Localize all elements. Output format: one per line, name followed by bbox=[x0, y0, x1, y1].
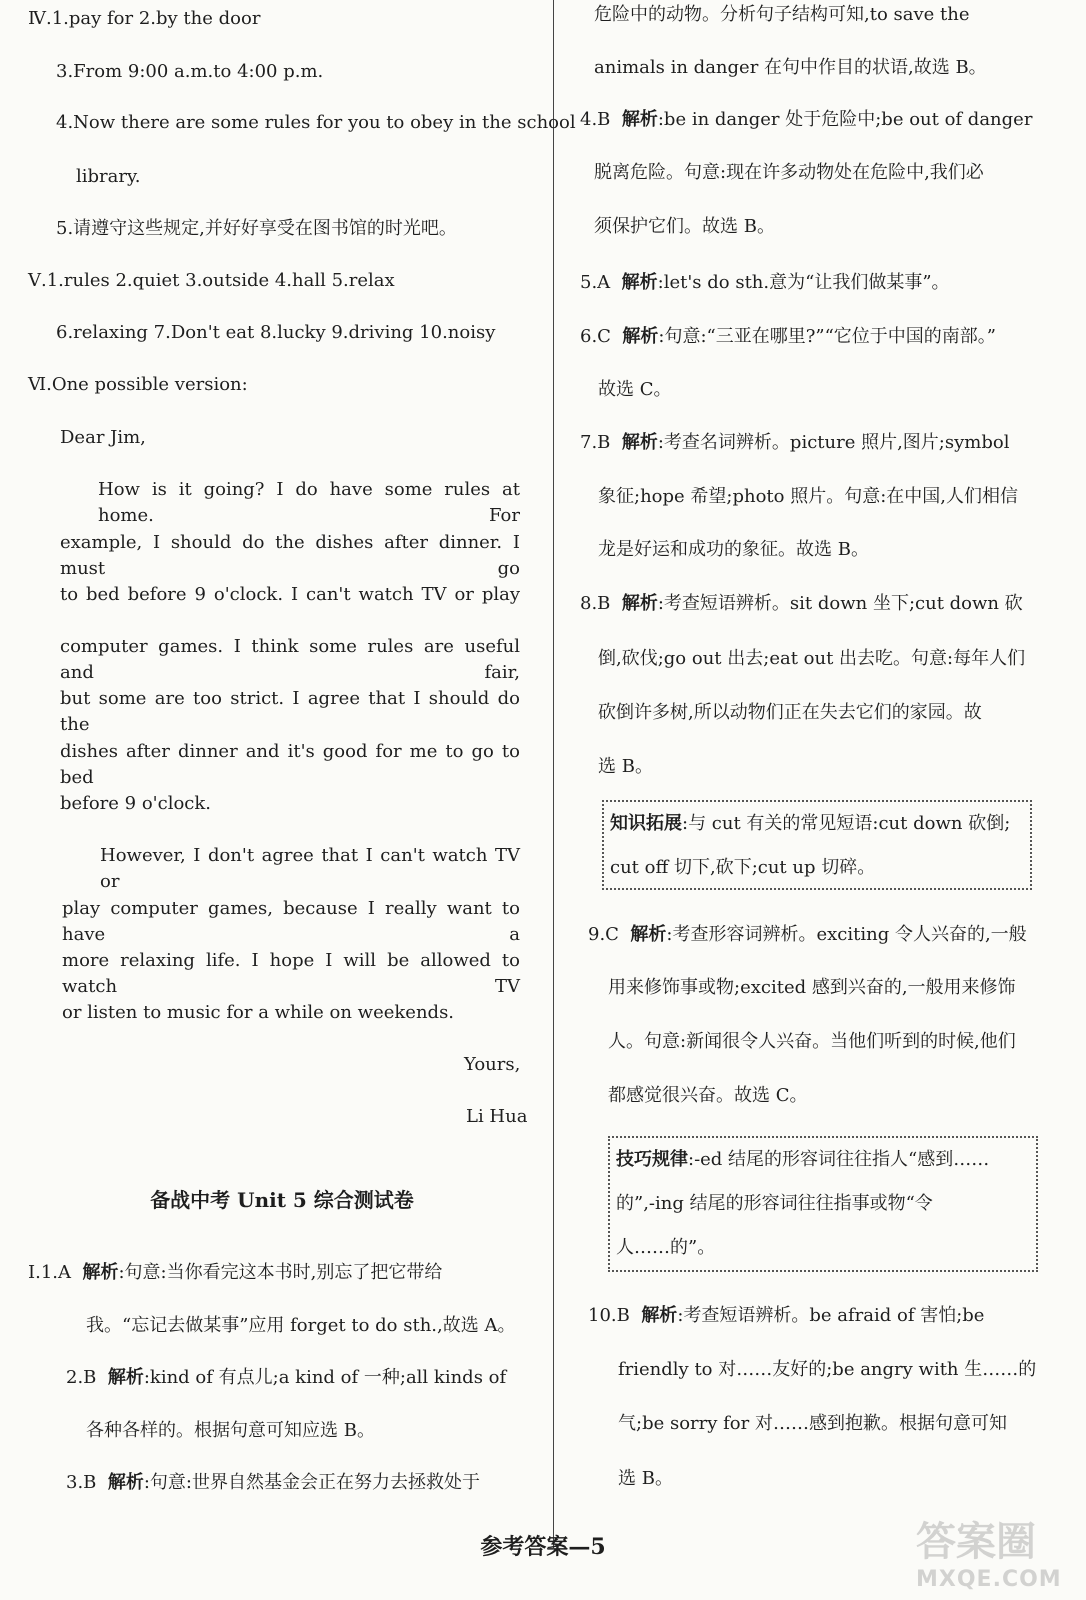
item-text: :句意:“三亚在哪里?”“它位于中国的南部。” bbox=[658, 326, 996, 347]
item-text: :考查形容词辨析。exciting 令人兴奋的,一般 bbox=[666, 924, 1027, 945]
box-text: cut off 切下,砍下;cut up 切碎。 bbox=[610, 857, 876, 878]
letter-p2-line: play computer games, because I really want to have a bbox=[62, 898, 520, 945]
box-text: :-ed 结尾的形容词往往指人“感到…… bbox=[688, 1149, 990, 1170]
s4-line-2: 3.From 9:00 a.m.to 4:00 p.m. bbox=[56, 61, 324, 82]
letter-p1-line: How is it going? I do have some rules at home. For bbox=[98, 479, 520, 526]
item-text-line: 用来修饰事或物;excited 感到兴奋的,一般用来修饰 bbox=[608, 977, 1016, 998]
letter-p1-line: example, I should do the dishes after dinner. I must go bbox=[60, 532, 520, 579]
item-text: :let's do sth.意为“让我们做某事”。 bbox=[657, 272, 950, 293]
letter-greeting: Dear Jim, bbox=[60, 427, 146, 448]
letter-p1-line: before 9 o'clock. bbox=[60, 793, 211, 814]
analysis-label: 解析 bbox=[630, 924, 667, 945]
item-text: :kind of 有点儿;a kind of 一种;all kinds of bbox=[143, 1367, 507, 1388]
letter-p1-line: but some are too strict. I agree that I should do the bbox=[60, 688, 520, 735]
analysis-label: 解析 bbox=[621, 432, 658, 453]
item-text-line: 人。句意:新闻很令人兴奋。当他们听到的时候,他们 bbox=[608, 1031, 1016, 1052]
letter-p1-line: computer games. I think some rules are useful and fair, bbox=[60, 636, 520, 683]
item-number: 3.B bbox=[66, 1472, 97, 1493]
analysis-label: 解析 bbox=[621, 272, 658, 293]
item-number: 4.B bbox=[580, 109, 611, 130]
item-text-line: 须保护它们。故选 B。 bbox=[594, 216, 775, 237]
item-number: 2.B bbox=[66, 1367, 97, 1388]
skill-rule-box bbox=[608, 1136, 1038, 1272]
item-number: 5.A bbox=[580, 272, 611, 293]
letter-p2-line: or listen to music for a while on weekends. bbox=[62, 1002, 455, 1023]
item-text-line: animals in danger 在句中作目的状语,故选 B。 bbox=[594, 57, 987, 78]
item-text: :考查短语辨析。be afraid of 害怕;be bbox=[677, 1305, 985, 1326]
box-text: 的”,-ing 结尾的形容词往往指事或物“令 bbox=[616, 1193, 933, 1214]
answer-item bbox=[588, 1303, 984, 1329]
section-title: 备战中考 Unit 5 综合测试卷 bbox=[150, 1188, 414, 1212]
watermark-logo bbox=[916, 1510, 1066, 1590]
answer-item bbox=[580, 591, 1023, 617]
box-label: 知识拓展 bbox=[610, 813, 682, 834]
item-text: :be in danger 处于危险中;be out of danger bbox=[657, 109, 1033, 130]
item-number: 6.C bbox=[580, 326, 611, 347]
s6-heading: Ⅵ.One possible version: bbox=[28, 374, 248, 395]
letter-closing: Yours, bbox=[464, 1054, 521, 1075]
answer-item bbox=[580, 324, 996, 350]
answer-item bbox=[66, 1365, 506, 1391]
letter-p2-line: However, I don't agree that I can't watch TV or bbox=[100, 845, 520, 892]
item-number: 8.B bbox=[580, 593, 611, 614]
page-footer: 参考答案—5 bbox=[480, 1534, 606, 1560]
watermark-top: 答案圈 bbox=[916, 1519, 1036, 1565]
item-text-line: 倒,砍伐;go out 出去;eat out 出去吃。句意:每年人们 bbox=[598, 648, 1026, 669]
analysis-label: 解析 bbox=[621, 593, 658, 614]
item-text: :考查名词辨析。picture 照片,图片;symbol bbox=[657, 432, 1010, 453]
analysis-label: 解析 bbox=[622, 326, 659, 347]
answer-item bbox=[66, 1470, 480, 1496]
item-text: :句意:当你看完这本书时,别忘了把它带给 bbox=[118, 1262, 443, 1283]
s4-line-1: Ⅳ.1.pay for 2.by the door bbox=[28, 8, 261, 29]
answer-item bbox=[580, 430, 1009, 456]
item-text-line: 我。“忘记去做某事”应用 forget to do sth.,故选 A。 bbox=[86, 1315, 516, 1336]
item-text-line: 选 B。 bbox=[618, 1468, 673, 1489]
s4-line-4: library. bbox=[76, 166, 141, 187]
analysis-label: 解析 bbox=[621, 109, 658, 130]
letter-p2-line: more relaxing life. I hope I will be allowed to watch TV bbox=[62, 950, 520, 997]
letter-signature: Li Hua bbox=[466, 1106, 528, 1127]
s5-line-1: Ⅴ.1.rules 2.quiet 3.outside 4.hall 5.relax bbox=[28, 270, 395, 291]
answer-item bbox=[580, 107, 1032, 133]
item-text-line: 选 B。 bbox=[598, 756, 653, 777]
item-text-line: 气;be sorry for 对……感到抱歉。根据句意可知 bbox=[618, 1413, 1007, 1434]
analysis-label: 解析 bbox=[641, 1305, 678, 1326]
item-text-line: 脱离危险。句意:现在许多动物处在危险中,我们必 bbox=[594, 162, 984, 183]
item-text: :句意:世界自然基金会正在努力去拯救处于 bbox=[143, 1472, 480, 1493]
item-number: 7.B bbox=[580, 432, 611, 453]
box-text: 人……的”。 bbox=[616, 1237, 716, 1258]
item-text-line: 故选 C。 bbox=[598, 379, 672, 400]
item-text-line: 危险中的动物。分析句子结构可知,to save the bbox=[594, 4, 970, 25]
item-text-line: 各种各样的。根据句意可知应选 B。 bbox=[86, 1420, 375, 1441]
column-divider bbox=[553, 0, 554, 1548]
answer-item bbox=[580, 270, 950, 296]
answer-item bbox=[588, 922, 1027, 948]
item-text-line: friendly to 对……友好的;be angry with 生……的 bbox=[618, 1359, 1037, 1380]
answer-item bbox=[28, 1260, 442, 1286]
letter-p1-line: to bed before 9 o'clock. I can't watch TV or play bbox=[60, 584, 520, 605]
item-text: :考查短语辨析。sit down 坐下;cut down 砍 bbox=[657, 593, 1023, 614]
item-text-line: 象征;hope 希望;photo 照片。句意:在中国,人们相信 bbox=[598, 486, 1018, 507]
box-text: :与 cut 有关的常见短语:cut down 砍倒; bbox=[682, 813, 1011, 834]
item-number: Ⅰ.1.A bbox=[28, 1262, 72, 1283]
item-text-line: 都感觉很兴奋。故选 C。 bbox=[608, 1085, 808, 1106]
letter-p1-line: dishes after dinner and it's good for me to go to bed bbox=[60, 741, 520, 788]
watermark-bottom: MXQE.COM bbox=[916, 1567, 1062, 1592]
analysis-label: 解析 bbox=[107, 1367, 144, 1388]
item-text-line: 龙是好运和成功的象征。故选 B。 bbox=[598, 539, 869, 560]
s4-line-3: 4.Now there are some rules for you to obey in the school bbox=[56, 112, 576, 133]
analysis-label: 解析 bbox=[82, 1262, 119, 1283]
item-text-line: 砍倒许多树,所以动物们正在失去它们的家园。故 bbox=[598, 702, 982, 723]
box-label: 技巧规律 bbox=[616, 1149, 688, 1170]
item-number: 10.B bbox=[588, 1305, 630, 1326]
item-number: 9.C bbox=[588, 924, 619, 945]
s4-line-5: 5.请遵守这些规定,并好好享受在图书馆的时光吧。 bbox=[56, 218, 457, 239]
knowledge-extension-box bbox=[602, 800, 1032, 890]
s5-line-2: 6.relaxing 7.Don't eat 8.lucky 9.driving 10.noisy bbox=[56, 322, 496, 343]
analysis-label: 解析 bbox=[107, 1472, 144, 1493]
